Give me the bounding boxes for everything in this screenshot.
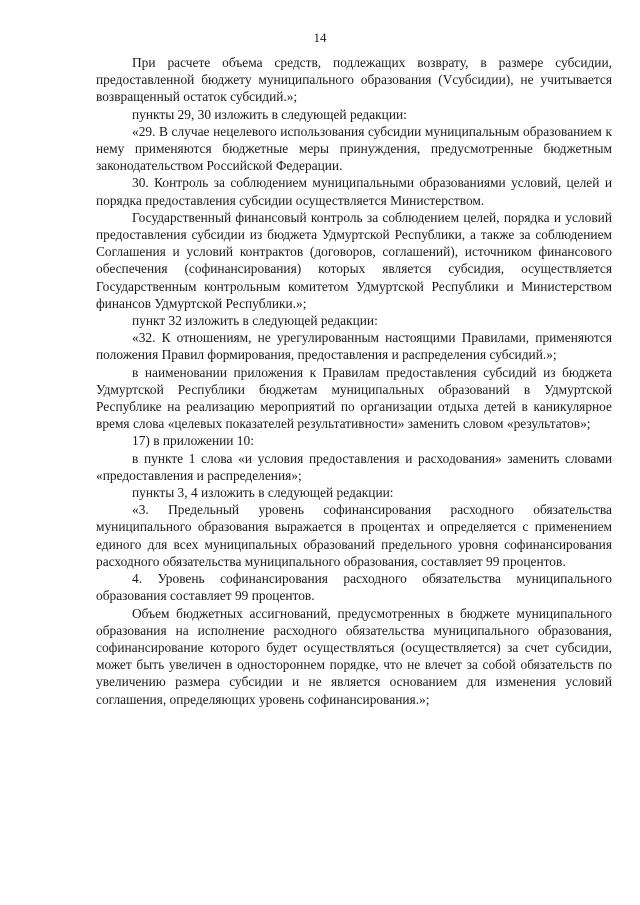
paragraph: пункты 29, 30 изложить в следующей редакции: — [132, 106, 407, 122]
paragraph: При расчете объема средств, подлежащих возврату, в размере субсидии, предоставленной бюджету муниципального образования (Vсубсидии), не учитывается возвращенный остаток субсидий.»; — [96, 55, 612, 105]
document-body — [96, 54, 612, 708]
paragraph: 4. Уровень софинансирования расходного обязательства муниципального образования составляет 99 процентов. — [96, 571, 612, 604]
paragraph: «29. В случае нецелевого использования субсидии муниципальным образованием к нему применяются бюджетные меры принуждения, предусмотренные бюджетным законодательством Российской Федерации. — [96, 123, 612, 174]
paragraph: 17) в приложении 10: — [132, 433, 254, 449]
paragraph: в наименовании приложения к Правилам предоставления субсидий из бюджета Удмуртской Республики бюджетам муниципальных образований в Удмуртской Республике на реализацию мероприятий по организации отдыха детей в каникулярное время слова «целевых показателей результативности» заменить словом «результатов»; — [96, 364, 612, 432]
paragraph: «32. К отношениям, не урегулированным настоящими Правилами, применяются положения Правил формирования, предоставления и распределения субсидий.»; — [96, 330, 612, 363]
paragraph: в пункте 1 слова «и условия предоставления и расходования» заменить словами «предоставления и распределения»; — [96, 450, 612, 483]
paragraph: пункт 32 изложить в следующей редакции: — [132, 313, 378, 329]
paragraph: пункты 3, 4 изложить в следующей редакции: — [132, 485, 394, 501]
paragraph: Государственный финансовый контроль за соблюдением целей, порядка и условий предоставления субсидии из бюджета Удмуртской Республики, а также за соблюдением Соглашения и условий контрактов (договоров, соглашений), источником финансового обеспечения (софинансирования) которых является субсидия, осуществляется Государственным контрольным комитетом Удмуртской Республики и Министерством финансов Удмуртской Республики.»; — [96, 209, 612, 311]
paragraph: Объем бюджетных ассигнований, предусмотренных в бюджете муниципального образования на исполнение расходного обязательства муниципального образования, софинансирование которого будет осуществляться (осуществляется) за счет субсидии, может быть увеличен в одностороннем порядке, что не влечет за собой обязательств по увеличению размера субсидии и не является основанием для изменения условий соглашения, определяющих уровень софинансирования.»; — [96, 605, 612, 707]
paragraph: 30. Контроль за соблюдением муниципальными образованиями условий, целей и порядка предоставления субсидии осуществляется Министерством. — [96, 175, 612, 208]
page-number: 14 — [313, 30, 327, 45]
paragraph: «3. Предельный уровень софинансирования расходного обязательства муниципального образования выражается в процентах и определяется с применением единого для всех муниципальных образований предельного уровня софинансирования расходного обязательства муниципального образования, составляет 99 процентов. — [96, 502, 612, 569]
